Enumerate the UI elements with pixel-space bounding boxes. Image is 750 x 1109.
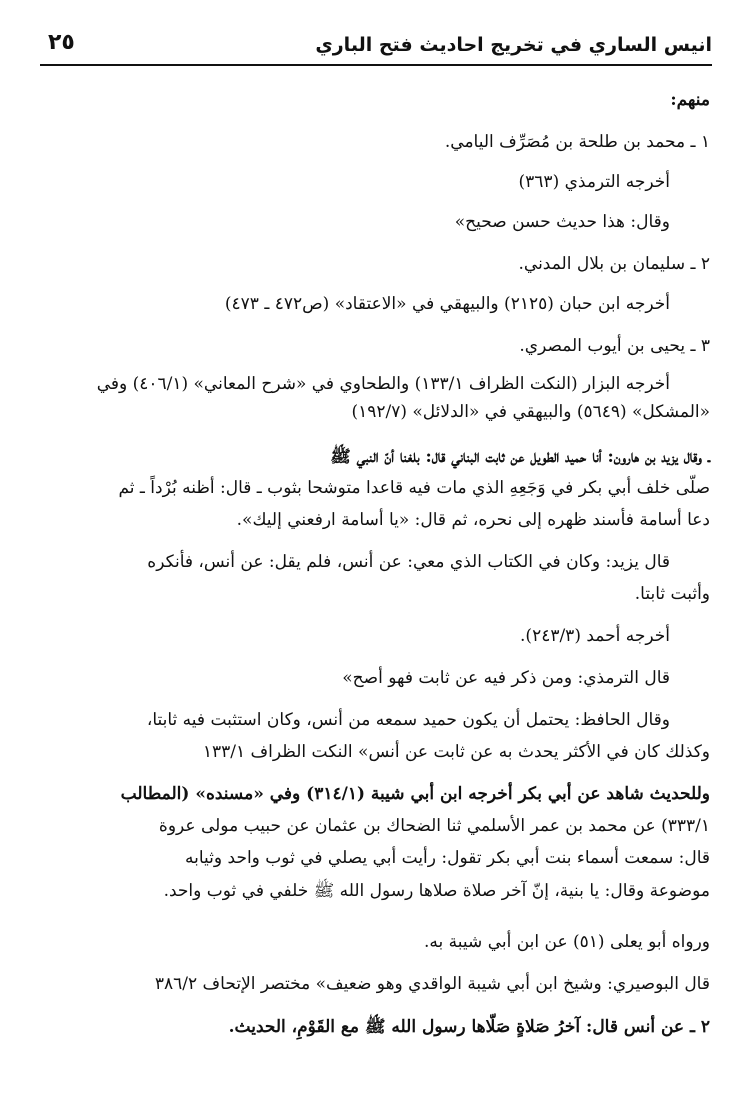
text-line: قال الترمذي: ومن ذكر فيه عن ثابت فهو أصح» [342,668,670,688]
text-line: ورواه أبو يعلى (٥١) عن ابن أبي شيبة به. [424,932,710,952]
list-item-2: ٢ ـ سليمان بن بلال المدني. [518,254,710,274]
takhrij-line: أخرجه ابن حبان (٢١٢٥) والبيهقي في «الاعتقاد» (ص٤٧٢ ـ ٤٧٣) [224,294,670,314]
takhrij-line: أخرجه البزار (النكت الظراف ١٣٣/١) والطحاوي في «شرح المعاني» (٤٠٦/١) وفي [96,374,670,394]
text-line: دعا أسامة فأسند ظهره إلى نحره، ثم قال: «يا أسامة ارفعني إليك». [236,510,710,530]
hadith-line: ـ وقال يزيد بن هارون: أنا حميد الطويل عن ثابت البناني قال: بلغنا أنّ النبي ﷺ [330,447,710,467]
text-line: قال البوصيري: وشيخ ابن أبي شيبة الواقدي وهو ضعيف» مختصر الإتحاف ٣٨٦/٢ [154,974,710,994]
text-line: قال يزيد: وكان في الكتاب الذي معي: عن أنس، فلم يقل: عن أنس، فأنكره [147,552,670,572]
shahid-line: وللحديث شاهد عن أبي بكر أخرجه ابن أبي شيبة (٣١٤/١) وفي «مسنده» (المطالب [120,784,710,804]
text-line: ٣٣٣/١) عن محمد بن عمر الأسلمي ثنا الضحاك بن عثمان عن حبيب مولى عروة [158,816,710,836]
text-line: وأثبت ثابتا. [634,584,710,604]
list-item-1: ١ ـ محمد بن طلحة بن مُصَرِّف اليامي. [444,132,710,152]
text-line: وكذلك كان في الأكثر يحدث به عن ثابت عن أنس» النكت الظراف ١٣٣/١ [202,742,710,762]
text-line: وقال الحافظ: يحتمل أن يكون حميد سمعه من أنس، وكان استثبت فيه ثابتا، [146,710,670,730]
text-line: وقال: هذا حديث حسن صحيح» [454,212,670,232]
section-intro: منهم: [670,90,710,110]
text-line: موضوعة وقال: يا بنية، إنّ آخر صلاة صلاها رسول الله ﷺ خلفي في ثوب واحد. [163,881,710,901]
takhrij-line: أخرجه الترمذي (٣٦٣) [518,172,670,192]
page-number: ٢٥ [48,30,75,55]
list-item-3: ٣ ـ يحيى بن أيوب المصري. [519,336,710,356]
running-header [40,28,712,66]
text-line: «المشكل» (٥٦٤٩) والبيهقي في «الدلائل» (١٩٢/٧) [351,402,710,422]
list-item-2-anas: ٢ ـ عن أنس قال: آخرُ صَلاةٍ صَلّاها رسول الله ﷺ مع القَوْمِ، الحديث. [228,1017,710,1037]
takhrij-line: أخرجه أحمد (٢٤٣/٣). [520,626,670,646]
text-line: صلّى خلف أبي بكر في وَجَعِهِ الذي مات فيه قاعدا متوشحا بثوب ـ قال: أظنه بُرْداً ـ ثم [118,478,710,498]
book-title: انيس الساري في تخريج احاديث فتح الباري [315,34,712,56]
text-line: قال: سمعت أسماء بنت أبي بكر تقول: رأيت أبي يصلي في ثوب واحد وثيابه [185,848,710,868]
